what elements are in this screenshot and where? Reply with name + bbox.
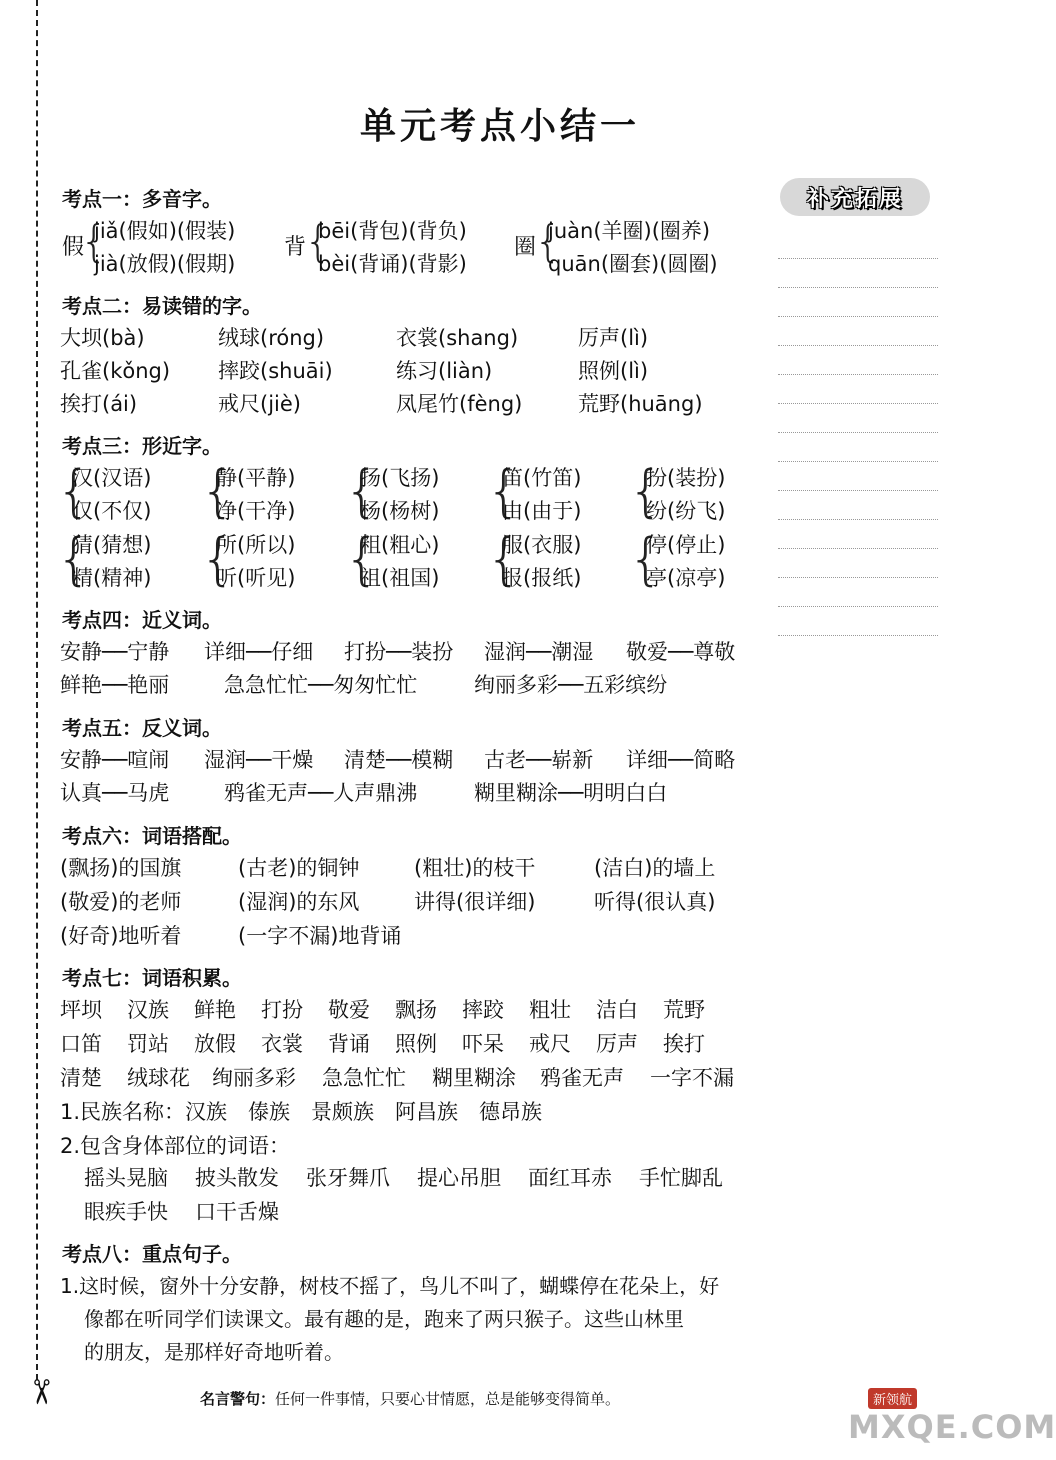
sentence-line: 像都在听同学们读课文。最有趣的是，跑来了两只猴子。这些山林里 (84, 1307, 684, 1331)
brace: { (80, 216, 108, 267)
synonym-pair: 绚丽多彩──五彩缤纷 (474, 673, 668, 697)
quote-text: 任何一件事情，只要心甘情愿，总是能够变得简单。 (275, 1390, 621, 1408)
synonym-pair: 打扮──装扮 (344, 640, 454, 664)
section-heading: 考点二：易读错的字。 (62, 294, 262, 318)
similar-char: 猜(猜想) (72, 533, 152, 557)
brace: { (486, 527, 522, 592)
section-heading: 考点六：词语搭配。 (62, 824, 242, 848)
section-heading: 考点八：重点句子。 (62, 1242, 242, 1266)
vocab-word: 一字不漏 (650, 1066, 734, 1090)
collocation: (湿润)的东风 (238, 890, 360, 914)
idiom: 眼疾手快 (84, 1200, 168, 1224)
hard-word: 戒尺(jiè) (218, 392, 301, 416)
similar-char: 听(听见) (216, 566, 296, 590)
idiom: 张牙舞爪 (306, 1166, 390, 1190)
antonym-pair: 认真──马虎 (60, 781, 170, 805)
brand-tag: 新领航 (868, 1388, 917, 1409)
poly-reading: jià(放假)(假期) (94, 252, 236, 276)
brace: { (200, 459, 236, 524)
similar-char: 静(平静) (216, 466, 296, 490)
supplement-badge (780, 178, 930, 216)
hard-word: 照例(lì) (578, 359, 649, 383)
brace: { (628, 459, 664, 524)
section-heading: 考点七：词语积累。 (62, 966, 242, 990)
collocation: (古老)的铜钟 (238, 856, 360, 880)
synonym-pair: 鲜艳──艳丽 (60, 673, 170, 697)
brace: { (304, 216, 332, 267)
badge-label: 补充拓展 (806, 186, 903, 212)
collocation: 听得(很认真) (594, 890, 716, 914)
similar-char: 祖(祖国) (360, 566, 440, 590)
hard-word: 绒球(róng) (218, 326, 325, 350)
synonym-pair: 安静──宁静 (60, 640, 170, 664)
vocab-word: 绒球花 (127, 1066, 190, 1090)
page-title: 单元考点小结一 (359, 106, 640, 147)
antonym-pair: 古老──崭新 (484, 748, 594, 772)
hard-word: 凤尾竹(fèng) (396, 392, 523, 416)
quote-label: 名言警句： (200, 1390, 276, 1408)
site-watermark: MXQE.COM (848, 1408, 1056, 1446)
brace: { (344, 527, 380, 592)
vocab-word: 放假 (194, 1032, 236, 1056)
collocation: (洁白)的墙上 (594, 856, 716, 880)
similar-char: 扮(装扮) (646, 466, 726, 490)
antonym-pair: 湿润──干燥 (204, 748, 314, 772)
sentence-line: 的朋友，是那样好奇地听着。 (84, 1340, 344, 1364)
synonym-pair: 敬爱──尊敬 (626, 640, 736, 664)
collocation: (飘扬)的国旗 (60, 856, 182, 880)
poly-reading: jiǎ(假如)(假装) (94, 219, 236, 243)
antonym-pair: 详细──简略 (626, 748, 736, 772)
notes-lines (778, 230, 938, 636)
similar-char: 扬(飞扬) (360, 466, 440, 490)
scissors-icon: ✂ (20, 1377, 61, 1407)
similar-char: 仅(不仅) (72, 499, 152, 523)
ethnic-groups: 1.民族名称：汉族 傣族 景颇族 阿昌族 德昂族 (60, 1100, 543, 1124)
vocab-word: 绚丽多彩 (212, 1066, 296, 1090)
vocab-word: 戒尺 (529, 1032, 571, 1056)
hard-word: 衣裳(shang) (396, 326, 519, 350)
brace: { (344, 459, 380, 524)
vocab-word: 鸦雀无声 (540, 1066, 624, 1090)
body-words-label: 2.包含身体部位的词语： (60, 1134, 291, 1158)
vocab-word: 打扮 (261, 998, 303, 1022)
similar-char: 服(衣服) (502, 533, 582, 557)
vocab-word: 摔跤 (462, 998, 504, 1022)
synonym-pair: 详细──仔细 (204, 640, 314, 664)
brace: { (486, 459, 522, 524)
vocab-word: 洁白 (596, 998, 638, 1022)
synonym-pair: 湿润──潮湿 (484, 640, 594, 664)
vocab-word: 口笛 (60, 1032, 102, 1056)
vocab-word: 糊里糊涂 (432, 1066, 516, 1090)
idiom: 提心吊胆 (417, 1166, 501, 1190)
antonym-pair: 鸦雀无声──人声鼎沸 (224, 781, 418, 805)
poly-char: 背 (284, 235, 307, 260)
similar-char: 报(报纸) (502, 566, 582, 590)
vocab-word: 背诵 (328, 1032, 370, 1056)
hard-word: 厉声(lì) (578, 326, 649, 350)
similar-char: 粗(粗心) (360, 533, 440, 557)
brace: { (56, 459, 92, 524)
similar-char: 笛(竹笛) (502, 466, 582, 490)
synonym-pair: 急急忙忙──匆匆忙忙 (224, 673, 418, 697)
vocab-word: 坪坝 (60, 998, 102, 1022)
collocation: (一字不漏)地背诵 (238, 924, 402, 948)
vocab-word: 飘扬 (395, 998, 437, 1022)
section-heading: 考点四：近义词。 (62, 608, 222, 632)
poly-reading: bèi(背诵)(背影) (318, 252, 467, 276)
poly-char: 假 (62, 235, 85, 260)
sentence-line: 1.这时候，窗外十分安静，树枝不摇了，鸟儿不叫了，蝴蝶停在花朵上，好 (60, 1274, 720, 1298)
idiom: 披头散发 (195, 1166, 279, 1190)
similar-char: 杨(杨树) (360, 499, 440, 523)
poly-reading: quān(圈套)(圆圈) (548, 252, 718, 276)
section-heading: 考点三：形近字。 (62, 434, 222, 458)
collocation: (好奇)地听着 (60, 924, 182, 948)
hard-word: 摔跤(shuāi) (218, 359, 333, 383)
vocab-word: 鲜艳 (194, 998, 236, 1022)
idiom: 面红耳赤 (528, 1166, 612, 1190)
hard-word: 练习(liàn) (396, 359, 493, 383)
vocab-word: 敬爱 (328, 998, 370, 1022)
vocab-word: 清楚 (60, 1066, 102, 1090)
similar-char: 纷(纷飞) (646, 499, 726, 523)
similar-char: 亭(凉亭) (646, 566, 726, 590)
collocation: 讲得(很详细) (414, 890, 536, 914)
brace: { (200, 527, 236, 592)
similar-char: 精(精神) (72, 566, 152, 590)
similar-char: 停(停止) (646, 533, 726, 557)
similar-char: 由(由于) (502, 499, 582, 523)
vocab-word: 衣裳 (261, 1032, 303, 1056)
vocab-word: 急急忙忙 (322, 1066, 406, 1090)
poly-char: 圈 (514, 235, 537, 260)
poly-reading: juàn(羊圈)(圈养) (548, 219, 711, 243)
section-heading: 考点一：多音字。 (62, 187, 222, 211)
similar-char: 汉(汉语) (72, 466, 152, 490)
similar-char: 所(所以) (216, 533, 296, 557)
cut-line (36, 0, 38, 1380)
vocab-word: 厉声 (596, 1032, 638, 1056)
vocab-word: 汉族 (127, 998, 169, 1022)
vocab-word: 粗壮 (529, 998, 571, 1022)
vocab-word: 照例 (395, 1032, 437, 1056)
quote-footer (200, 1388, 620, 1409)
vocab-word: 挨打 (663, 1032, 705, 1056)
idiom: 摇头晃脑 (84, 1166, 168, 1190)
antonym-pair: 安静──喧闹 (60, 748, 170, 772)
hard-word: 荒野(huāng) (578, 392, 703, 416)
similar-char: 净(干净) (216, 499, 296, 523)
hard-word: 挨打(ái) (60, 392, 138, 416)
idiom: 手忙脚乱 (639, 1166, 723, 1190)
vocab-word: 罚站 (127, 1032, 169, 1056)
section-heading: 考点五：反义词。 (62, 716, 222, 740)
antonym-pair: 清楚──模糊 (344, 748, 454, 772)
vocab-word: 吓呆 (462, 1032, 504, 1056)
hard-word: 大坝(bà) (60, 326, 145, 350)
antonym-pair: 糊里糊涂──明明白白 (474, 781, 668, 805)
collocation: (敬爱)的老师 (60, 890, 182, 914)
collocation: (粗壮)的枝干 (414, 856, 536, 880)
brace: { (628, 527, 664, 592)
poly-reading: bēi(背包)(背负) (318, 219, 467, 243)
hard-word: 孔雀(kǒng) (60, 359, 171, 383)
brace: { (534, 216, 562, 267)
idiom: 口干舌燥 (195, 1200, 279, 1224)
vocab-word: 荒野 (663, 998, 705, 1022)
brace: { (56, 527, 92, 592)
